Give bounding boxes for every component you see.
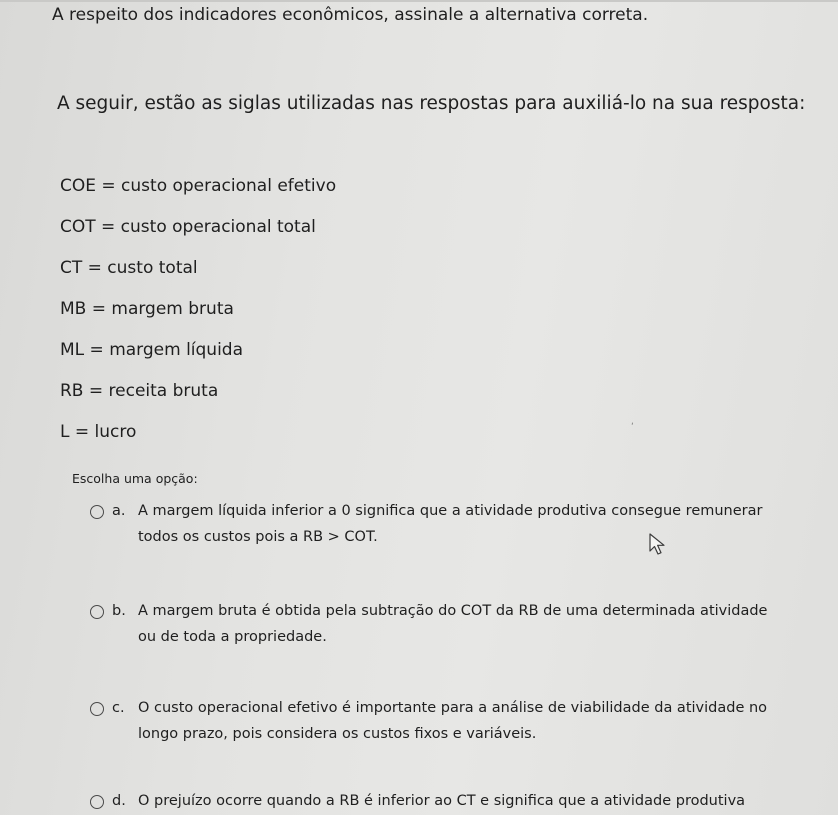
choose-option-label: Escolha uma opção: xyxy=(72,471,198,486)
abbreviation-ct: CT = custo total xyxy=(60,258,198,278)
option-b[interactable] xyxy=(90,600,790,650)
option-c-text: O custo operacional efetivo é importante para a análise de viabilidade da atividade no longo prazo, pois considera os custos fixos e variáveis. xyxy=(138,700,768,742)
option-a-letter: a. xyxy=(112,503,126,519)
abbreviation-mb: MB = margem bruta xyxy=(60,299,234,319)
option-a-text: A margem líquida inferior a 0 significa que a atividade produtiva consegue remunerar todos os custos pois a RB > COT. xyxy=(138,503,763,545)
option-d-letter: d. xyxy=(112,793,126,809)
radio-option-d[interactable] xyxy=(90,795,104,809)
abbreviation-coe: COE = custo operacional efetivo xyxy=(60,176,337,196)
radio-option-a[interactable] xyxy=(90,505,104,519)
abbreviation-rb: RB = receita bruta xyxy=(60,381,219,401)
abbreviation-l: L = lucro xyxy=(60,422,137,442)
option-b-letter: b. xyxy=(112,603,126,619)
option-d-text: O prejuízo ocorre quando a RB é inferior ao CT e significa que a atividade produtiva xyxy=(138,793,746,809)
option-d[interactable] xyxy=(90,790,790,814)
option-b-text: A margem bruta é obtida pela subtração do COT da RB de uma determinada atividade ou de toda a propriedade. xyxy=(138,603,768,645)
radio-option-b[interactable] xyxy=(90,605,104,619)
option-a[interactable] xyxy=(90,500,790,550)
intro-text: A seguir, estão as siglas utilizadas nas respostas para auxiliá-lo na sua resposta: xyxy=(57,93,806,114)
option-c[interactable] xyxy=(90,697,790,747)
top-divider xyxy=(0,0,838,2)
radio-option-c[interactable] xyxy=(90,702,104,716)
abbreviation-ml: ML = margem líquida xyxy=(60,340,244,360)
decorative-dot: ‘ xyxy=(631,422,634,432)
option-c-letter: c. xyxy=(112,700,125,716)
question-text: A respeito dos indicadores econômicos, assinale a alternativa correta. xyxy=(52,5,649,25)
abbreviation-list xyxy=(60,174,336,461)
abbreviation-cot: COT = custo operacional total xyxy=(60,217,316,237)
mouse-pointer-icon xyxy=(648,532,670,556)
